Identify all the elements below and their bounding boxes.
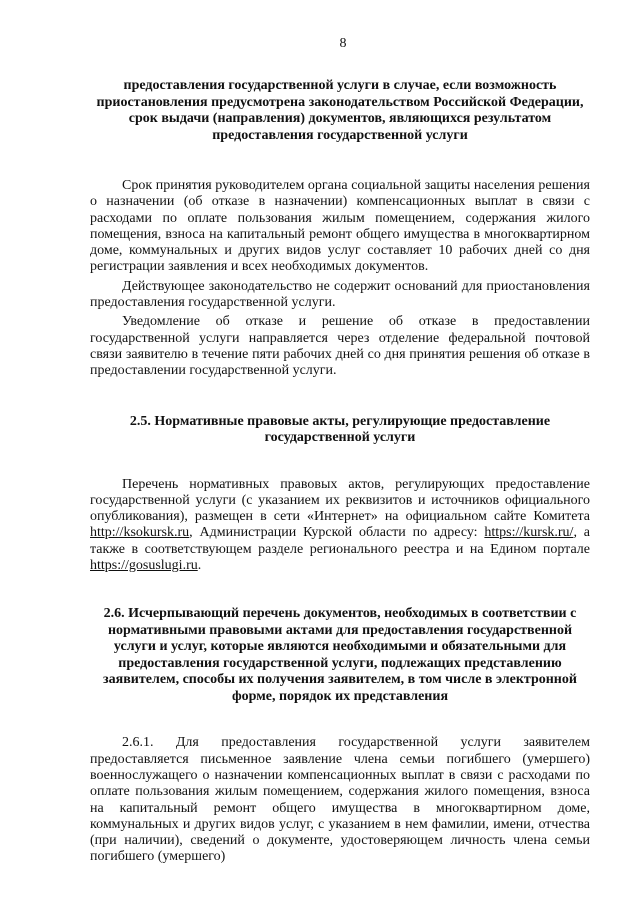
paragraph-refusal-notice: Уведомление об отказе и решение об отказе в предоставлении государственной услуги направляется через отделение федеральной почтовой связи заявителю в течение пяти рабочих дней со дня принятия решения об отказе в предоставлении государственной услуги. xyxy=(90,314,590,379)
ksokursk-link[interactable]: http://ksokursk.ru xyxy=(90,525,190,541)
legal-acts-text-d: . xyxy=(197,558,202,574)
paragraph-legal-acts xyxy=(90,477,590,575)
paragraph-no-suspension: Действующее законодательство не содержит оснований для приостановления предоставления государственной услуги. xyxy=(90,278,590,311)
section-2-5-heading: 2.5. Нормативные правовые акты, регулирующие предоставление государственной услуги xyxy=(129,413,551,446)
legal-acts-text-c: , а также в соответствующем разделе регионального реестра и на Едином портале xyxy=(90,525,590,557)
gosuslugi-link[interactable]: https://gosuslugi.ru xyxy=(90,558,198,574)
kursk-link[interactable]: https://kursk.ru/ xyxy=(484,525,574,541)
section-heading-continued: предоставления государственной услуги в случае, если возможность приостановления предусмотрена законодательством Российской Федерации, срок выдачи (направления) документов, являющихся результатом предоставления государственной услуги xyxy=(96,78,584,143)
legal-acts-text-a: Перечень нормативных правовых актов, регулирующих предоставление государственной услуги (с указанием их реквизитов и источников официального опубликования), размещен в сети «Интернет» на официальном сайте Комитета xyxy=(90,476,590,525)
paragraph-2-6-1: 2.6.1. Для предоставления государственной услуги заявителем предоставляется письменное заявление члена семьи погибшего (умершего) военнослужащего о назначении компенсационных выплат в связи с расходами по оплате пользования жилым помещением, содержания жилого помещения, взноса на капитальный ремонт общего имущества в многоквартирном доме, коммунальных и других видов услуг, с указанием в нем фамилии, имени, отчества (при наличии), сведений о документе, удостоверяющем личность члена семьи погибшего (умершего) xyxy=(90,735,590,865)
legal-acts-text-b: , Администрации Курской области по адресу: xyxy=(189,525,485,541)
paragraph-processing-time: Срок принятия руководителем органа социальной защиты населения решения о назначении (об отказе в назначении) компенсационных выплат в связи с расходами по оплате пользования жилым помещением, содержания жилого помещения, взноса на капитальный ремонт общего имущества в многоквартирном доме, коммунальных и других видов услуг составляет 10 рабочих дней со дня регистрации заявления и всех необходимых документов. xyxy=(90,178,590,275)
section-2-6-heading: 2.6. Исчерпывающий перечень документов, необходимых в соответствии с нормативными правовыми актами для предоставления государственной услуги и услуг, которые являются необходимыми и обязательными для предоставления государственной услуги, подлежащих представлению заявителем, способы их получения заявителем, в том числе в электронной форме, порядок их представления xyxy=(103,606,577,704)
page-number: 8 xyxy=(339,36,347,51)
